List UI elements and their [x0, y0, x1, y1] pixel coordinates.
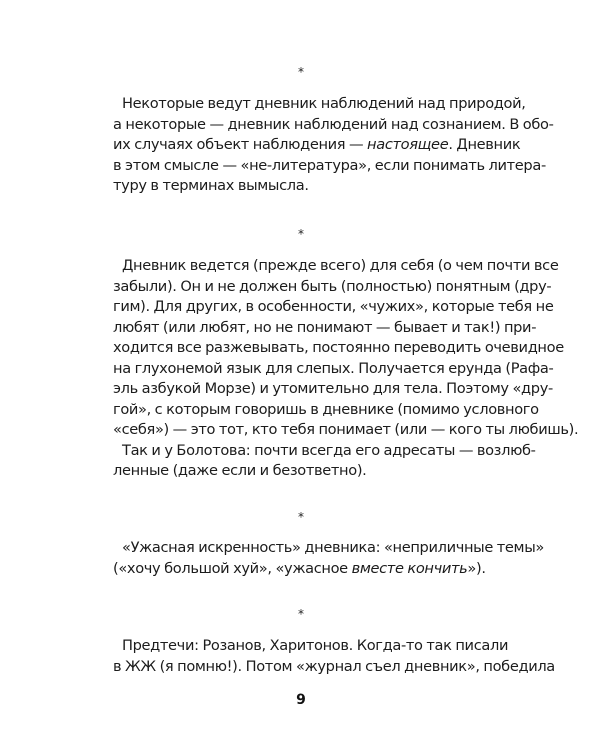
- text-line: в ЖЖ (я помню!). Потом «журнал съел дневник», победила: [113, 657, 555, 675]
- text-fragment: («хочу большой хуй», «ужасное: [113, 559, 352, 577]
- section-separator: *: [298, 607, 304, 621]
- text-line: ходится все разжевывать, постоянно переводить очевидное: [113, 339, 564, 356]
- text-line: ленные (даже если и безответно).: [113, 462, 367, 479]
- text-fragment: их случаях объект наблюдения —: [113, 136, 368, 153]
- section-separator: *: [298, 510, 304, 524]
- paragraph: [113, 538, 544, 579]
- text-line: гим). Для других, в особенности, «чужих», которые тебя не: [113, 298, 554, 315]
- paragraph: [113, 636, 555, 677]
- text-line: любят (или любят, но не понимают — бывает и так!) при-: [113, 318, 537, 336]
- text-line: гой», с которым говоришь в дневнике (помимо условного: [113, 400, 539, 418]
- text-line: в этом смысле — «не-литература», если понимать литера-: [113, 156, 546, 174]
- text-line: «Ужасная искренность» дневника: «неприличные темы»: [122, 539, 544, 556]
- text-line: Предтечи: Розанов, Харитонов. Когда-то так писали: [122, 637, 509, 654]
- emphasis-text: вместе кончить: [351, 559, 468, 577]
- paragraph: [113, 256, 579, 482]
- text-line: а некоторые — дневник наблюдений над сознанием. В обо-: [113, 115, 554, 133]
- text-line: [113, 135, 521, 156]
- page-number: 9: [296, 692, 306, 708]
- text-line: эль азбукой Морзе) и утомительно для тела. Поэтому «дру-: [113, 380, 553, 397]
- section-separator: *: [298, 65, 304, 79]
- text-line: на глухонемой язык для слепых. Получается ерунда (Рафа-: [113, 359, 554, 377]
- text-fragment: . Дневник: [448, 136, 521, 153]
- text-line: [113, 559, 489, 580]
- text-fragment: »).: [467, 559, 486, 577]
- text-line: Некоторые ведут дневник наблюдений над природой,: [122, 95, 526, 112]
- emphasis-text: настоящее: [367, 136, 449, 153]
- text-line: Так и у Болотова: почти всегда его адресаты — возлюб-: [122, 441, 536, 459]
- text-line: Дневник ведется (прежде всего) для себя (о чем почти все: [122, 257, 559, 274]
- book-page: [113, 0, 579, 750]
- section-separator: *: [298, 227, 304, 241]
- paragraph: [113, 94, 554, 197]
- text-line: туру в терминах вымысла.: [113, 177, 309, 194]
- text-line: «себя») — это тот, кто тебя понимает (или — кого ты любишь).: [113, 421, 579, 438]
- text-line: забыли). Он и не должен быть (полностью) понятным (дру-: [113, 277, 552, 295]
